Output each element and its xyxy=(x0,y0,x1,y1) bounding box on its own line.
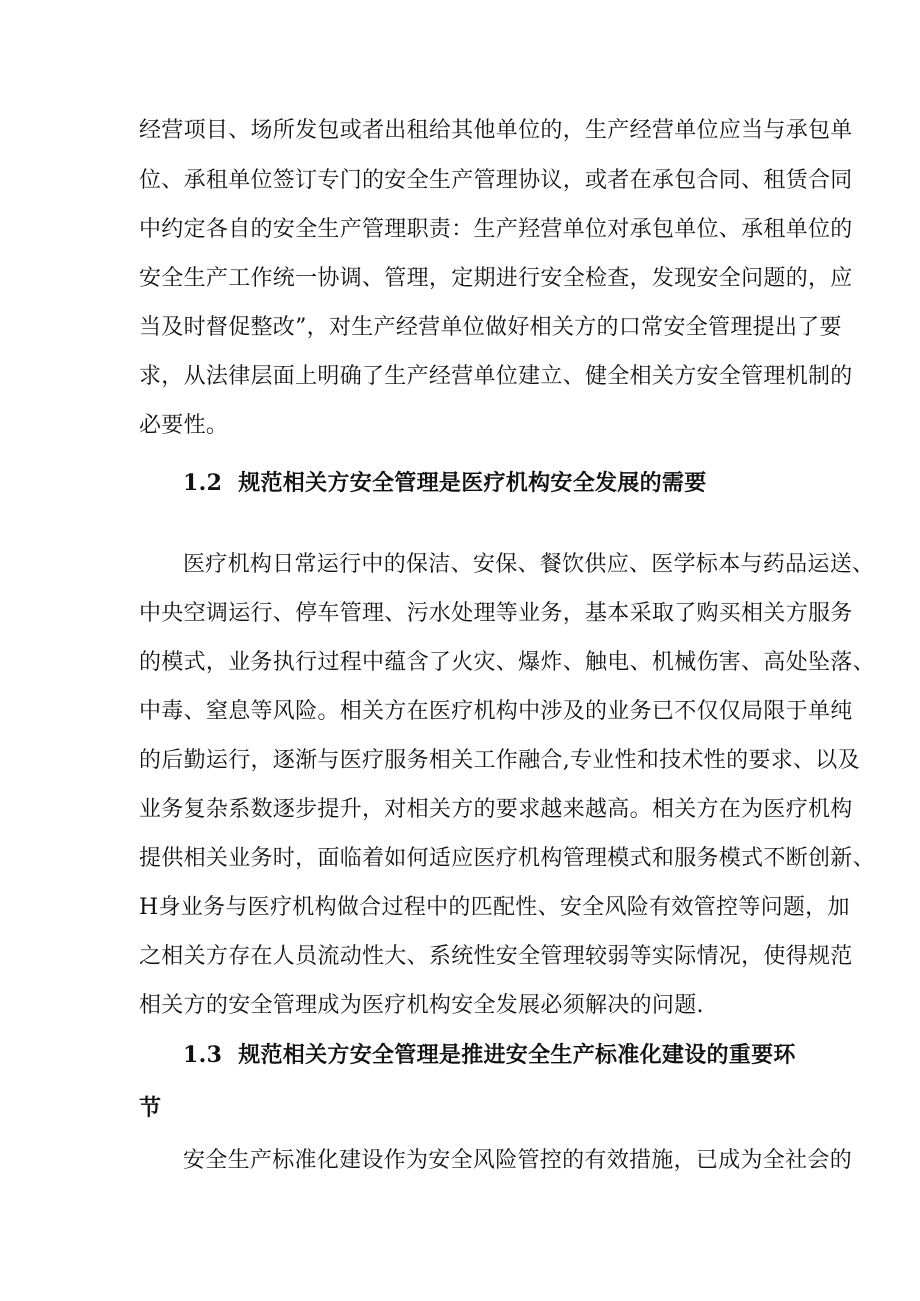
section-title: 规范相关方安全管理是医疗机构安全发展的需要 xyxy=(238,471,707,496)
text-line: 安全生产标准化建设作为安全风险管控的有效措施，已成为全社会的 xyxy=(183,1148,853,1173)
text-line: H身业务与医疗机构做合过程中的匹配性、安全风险有效管控等问题，加 xyxy=(139,895,850,920)
text-line: 安全生产工作统一协调、管理，定期进行安全检查，发现安全问题的，应 xyxy=(139,266,853,291)
text-line: 提供相关业务时，面临着如何适应医疗机构管理模式和服务模式不断创新、 xyxy=(139,846,875,871)
text-line: 之相关方存在人员流动性大、系统性安全管理较弱等实际情况，使得规范 xyxy=(139,944,853,969)
text-line: 位、承租单位签订专门的安全生产管理协议，或者在承包合同、租赁合同 xyxy=(139,168,853,193)
section-title: 规范相关方安全管理是推进安全生产标准化建设的重要环 xyxy=(238,1043,796,1068)
text-line: 的模式，业务执行过程中蕴含了火灾、爆炸、触电、机械伤害、高处坠落、 xyxy=(139,650,875,675)
text-line: 业务复杂系数逐步提升，对相关方的要求越来越高。相关方在为医疗机构 xyxy=(139,797,853,822)
text-line: 经营项目、场所发包或者出租给其他单位的，生产经营单位应当与承包单 xyxy=(139,118,853,143)
text-line: 中约定各自的安全生产管理职责：生产羟营单位对承包单位、承租单位的 xyxy=(139,217,853,242)
text-line: 的后勤运行，逐渐与医疗服务相关工作融合,专业性和技术性的要求、以及 xyxy=(139,748,860,773)
text-line: 相关方的安全管理成为医疗机构安全发展必须解决的问题. xyxy=(139,993,704,1018)
section-heading-1-2 xyxy=(183,468,707,499)
text-line: 求，从法律层面上明确了生产经营单位建立、健全相关方安全管理机制的 xyxy=(139,364,853,389)
section-number: 1.2 xyxy=(183,470,223,496)
text-line: 中央空调运行、停车管理、污水处理等业务，基本采取了购买相关方服务 xyxy=(139,601,853,626)
text-line: 必要性。 xyxy=(139,413,229,438)
text-line: 医疗机构日常运行中的保洁、安保、餐饮供应、医学标本与药品运送、 xyxy=(183,552,875,577)
section-heading-1-3 xyxy=(183,1040,796,1071)
section-title-continuation: 节 xyxy=(139,1096,162,1121)
text-line: 当及时督促整改”，对生产经营单位做好相关方的口常安全管理提出了要 xyxy=(139,315,842,340)
text-line: 中毒、窒息等风险。相关方在医疗机构中涉及的业务已不仅仅局限于单纯 xyxy=(139,699,853,724)
section-number: 1.3 xyxy=(183,1042,223,1068)
